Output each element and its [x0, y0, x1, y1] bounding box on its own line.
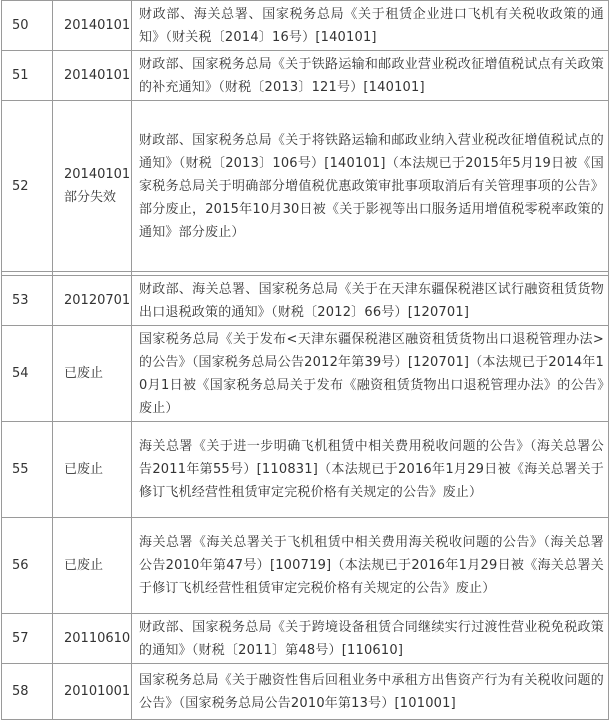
status-note: 部分失效 — [64, 190, 117, 205]
regulation-text: 财政部、国家税务总局《关于将铁路运输和邮政业纳入营业税改征增值税试点的通知》（财税〔2013〕106号）[140101]（本法规已于2015年5月19日被《国家税务总局关于明确部分增值税优惠政策审批事项取消后有关管理事项的公告》部分废止，2015年10月30日被《关于影视等出口服务适用增值税零税率政策的通知》部分废止） — [132, 101, 609, 272]
row-number: 50 — [2, 1, 53, 51]
regulation-text: 海关总署《海关总署关于飞机租赁中相关费用海关税收问题的公告》（海关总署公告2010年第47号）[100719]（本法规已于2016年1月29日被《海关总署关于修订飞机经营性租赁审定完税价格有关规定的公告》废止） — [132, 518, 609, 614]
effective-date: 20120701 — [53, 276, 132, 326]
table-row — [2, 51, 609, 101]
regulation-text: 国家税务总局《关于发布<天津东疆保税港区融资租赁货物出口退税管理办法>的公告》（国家税务总局公告2012年第39号）[120701]（本法规已于2014年10月1日被《国家税务总局关于发布《融资租赁货物出口退税管理办法》的公告》废止） — [132, 326, 609, 422]
effective-date: 20140101 — [53, 51, 132, 101]
table-row — [2, 614, 609, 664]
status-badge: 已废止 — [53, 518, 132, 614]
table-row — [2, 664, 609, 720]
regulation-text: 财政部、海关总署、国家税务总局《关于租赁企业进口飞机有关税收政策的通知》（财关税〔2014〕16号）[140101] — [132, 1, 609, 51]
regulation-text: 财政部、国家税务总局《关于跨境设备租赁合同继续实行过渡性营业税免税政策的通知》（财税〔2011〕第48号）[110610] — [132, 614, 609, 664]
row-number: 56 — [2, 518, 53, 614]
row-number: 51 — [2, 51, 53, 101]
table-row — [2, 326, 609, 422]
row-number: 58 — [2, 664, 53, 720]
row-number: 57 — [2, 614, 53, 664]
effective-date: 20140101 — [64, 167, 131, 182]
status-badge: 已废止 — [53, 422, 132, 518]
row-number: 54 — [2, 326, 53, 422]
row-number: 52 — [2, 101, 53, 272]
table-row — [2, 518, 609, 614]
table-row — [2, 1, 609, 51]
effective-date: 20140101 — [53, 1, 132, 51]
status-badge: 已废止 — [53, 326, 132, 422]
effective-date-cell — [53, 101, 132, 272]
regulation-text: 财政部、海关总署、国家税务总局《关于在天津东疆保税港区试行融资租赁货物出口退税政策的通知》（财税〔2012〕66号）[120701] — [132, 276, 609, 326]
regulation-text: 国家税务总局《关于融资性售后回租业务中承租方出售资产行为有关税收问题的公告》（国家税务总局公告2010年第13号）[101001] — [132, 664, 609, 720]
regulation-table — [1, 0, 609, 720]
table-row — [2, 101, 609, 272]
effective-date: 20110610 — [53, 614, 132, 664]
regulation-text: 海关总署《关于进一步明确飞机租赁中相关费用税收问题的公告》（海关总署公告2011年第55号）[110831]（本法规已于2016年1月29日被《海关总署关于修订飞机经营性租赁审定完税价格有关规定的公告》废止） — [132, 422, 609, 518]
table-row — [2, 422, 609, 518]
row-number: 55 — [2, 422, 53, 518]
table-row — [2, 276, 609, 326]
regulation-text: 财政部、国家税务总局《关于铁路运输和邮政业营业税改征增值税试点有关政策的补充通知》（财税〔2013〕121号）[140101] — [132, 51, 609, 101]
effective-date: 20101001 — [53, 664, 132, 720]
row-number: 53 — [2, 276, 53, 326]
